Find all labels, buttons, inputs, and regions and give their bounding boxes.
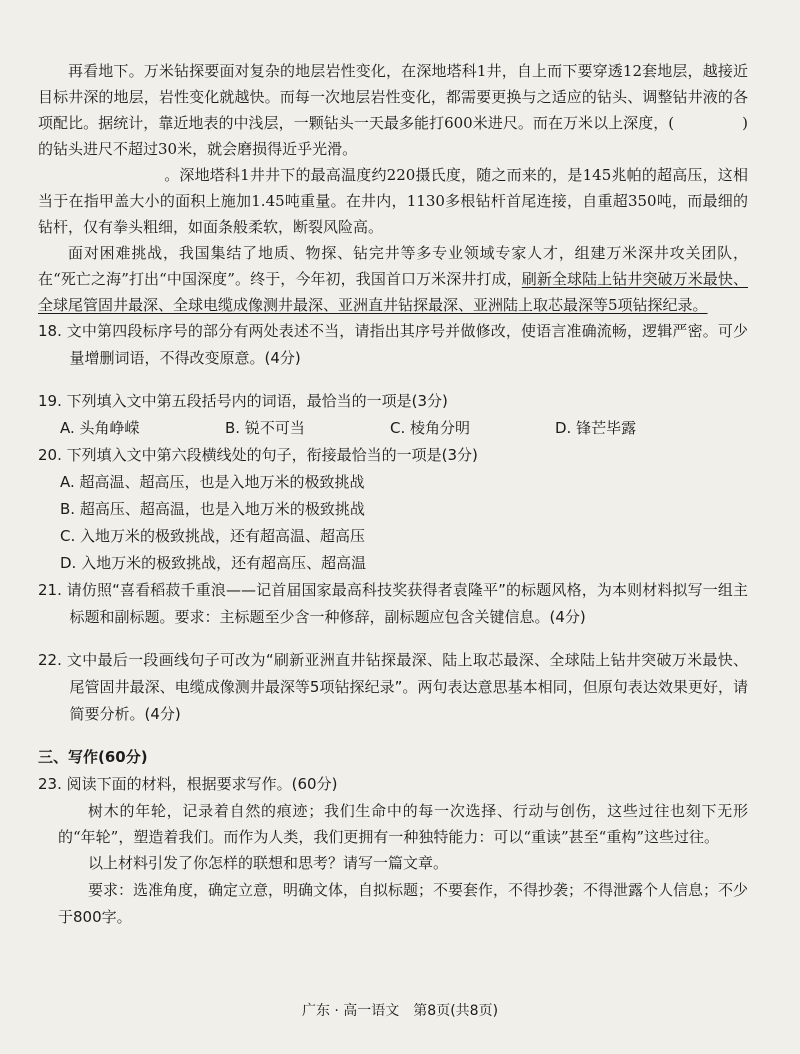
option-b: B. 超高压、超高温，也是入地万米的极致挑战	[60, 500, 365, 518]
question-21: 21. 请仿照“喜看稻菽千重浪——记首届国家最高科技奖获得者袁隆平”的标题风格，为本则材料拟写一组主标题和副标题。要求：主标题至少含一种修辞，副标题应包含关键信息。(4分)	[38, 581, 748, 626]
writing-requirements: 要求：选准角度，确定立意，明确文体，自拟标题；不要套作，不得抄袭；不得泄露个人信息；不少于800字。	[58, 881, 749, 926]
passage-paragraph-4	[38, 58, 748, 162]
option-a: A. 超高温、超高压，也是入地万米的极致挑战	[60, 473, 365, 491]
question-22: 22. 文中最后一段画线句子可改为“刷新亚洲直井钻探最深、陆上取芯最深、全球陆上钻井突破万米最快、尾管固井最深、电缆成像测井最深等5项钻探纪录”。两句表达意思基本相同，但原句表达效果更好，请简要分析。(4分)	[38, 651, 748, 723]
question-18: 18. 文中第四段标序号的部分有两处表述不当，请指出其序号并做修改，使语言准确流畅，逻辑严密。可少量增删词语，不得改变原意。(4分)	[38, 322, 748, 367]
option-b: B. 锐不可当	[225, 419, 305, 437]
passage-paragraph-5	[38, 162, 748, 240]
passage-text: 面对困难挑战，我国集结了地质、物探、钻完井等多专业领域专家人才，组建万米深井攻关团队，在“死亡之海”打出“中国深度”。终于，今年初，我国首口万米深井打成，	[38, 244, 748, 288]
option-d: D. 入地万米的极致挑战，还有超高压、超高温	[60, 554, 367, 572]
option-a: A. 头角峥嵘	[60, 419, 140, 437]
passage-text: 。深地塔科1井井下的最高温度约220摄氏度，随之而来的，是145兆帕的超高压，这相当于在指甲盖大小的面积上施加1.45吨重量。在井内，1130多根钻杆首尾连接，自重超350吨，而最细的钻杆，仅有拳头粗细，如面条般柔软，断裂风险高。	[38, 166, 748, 236]
passage-paragraph-6	[38, 240, 748, 318]
option-c: C. 棱角分明	[390, 419, 471, 437]
passage-text: 再看地下。万米钻探要面对复杂的地层岩性变化，在深地塔科1井，自上而下要穿透12套地层，越接近目标井深的地层，岩性变化就越快。而每一次地层岩性变化，都需要更换与之适应的钻头、调整钻井液的各项配比。据统计，靠近地表的中浅层，一颗钻头一天最多能打600米进尺。而在万米以上深度，(	[38, 62, 748, 132]
question-19-options	[38, 415, 748, 442]
question-20: 20. 下列填入文中第六段横线处的句子，衔接最恰当的一项是(3分)	[38, 446, 478, 464]
writing-prompt: 以上材料引发了你怎样的联想和思考？请写一篇文章。	[88, 854, 449, 872]
option-c: C. 入地万米的极致挑战，还有超高温、超高压	[60, 527, 366, 545]
passage-text: )的钻头进尺不超过30米，就会磨损得近乎光滑。	[38, 114, 748, 158]
page-footer: 广东 · 高一语文 第8页(共8页)	[301, 1003, 499, 1019]
option-d: D. 锋芒毕露	[555, 419, 637, 437]
underlined-sentence: 刷新全球陆上钻井突破万米最快、全球尾管固井最深、全球电缆成像测井最深、亚洲直井钻探最深、亚洲陆上取芯最深等5项钻探纪录。	[38, 270, 748, 314]
question-23: 23. 阅读下面的材料，根据要求写作。(60分)	[38, 775, 338, 793]
section-title-writing: 三、写作(60分)	[38, 748, 148, 766]
question-19: 19. 下列填入文中第五段括号内的词语，最恰当的一项是(3分)	[38, 392, 448, 410]
writing-material: 树木的年轮，记录着自然的痕迹；我们生命中的每一次选择、行动与创伤，这些过往也刻下无形的“年轮”，塑造着我们。而作为人类，我们更拥有一种独特能力：可以“重读”甚至“重构”这些过往。	[58, 802, 748, 846]
